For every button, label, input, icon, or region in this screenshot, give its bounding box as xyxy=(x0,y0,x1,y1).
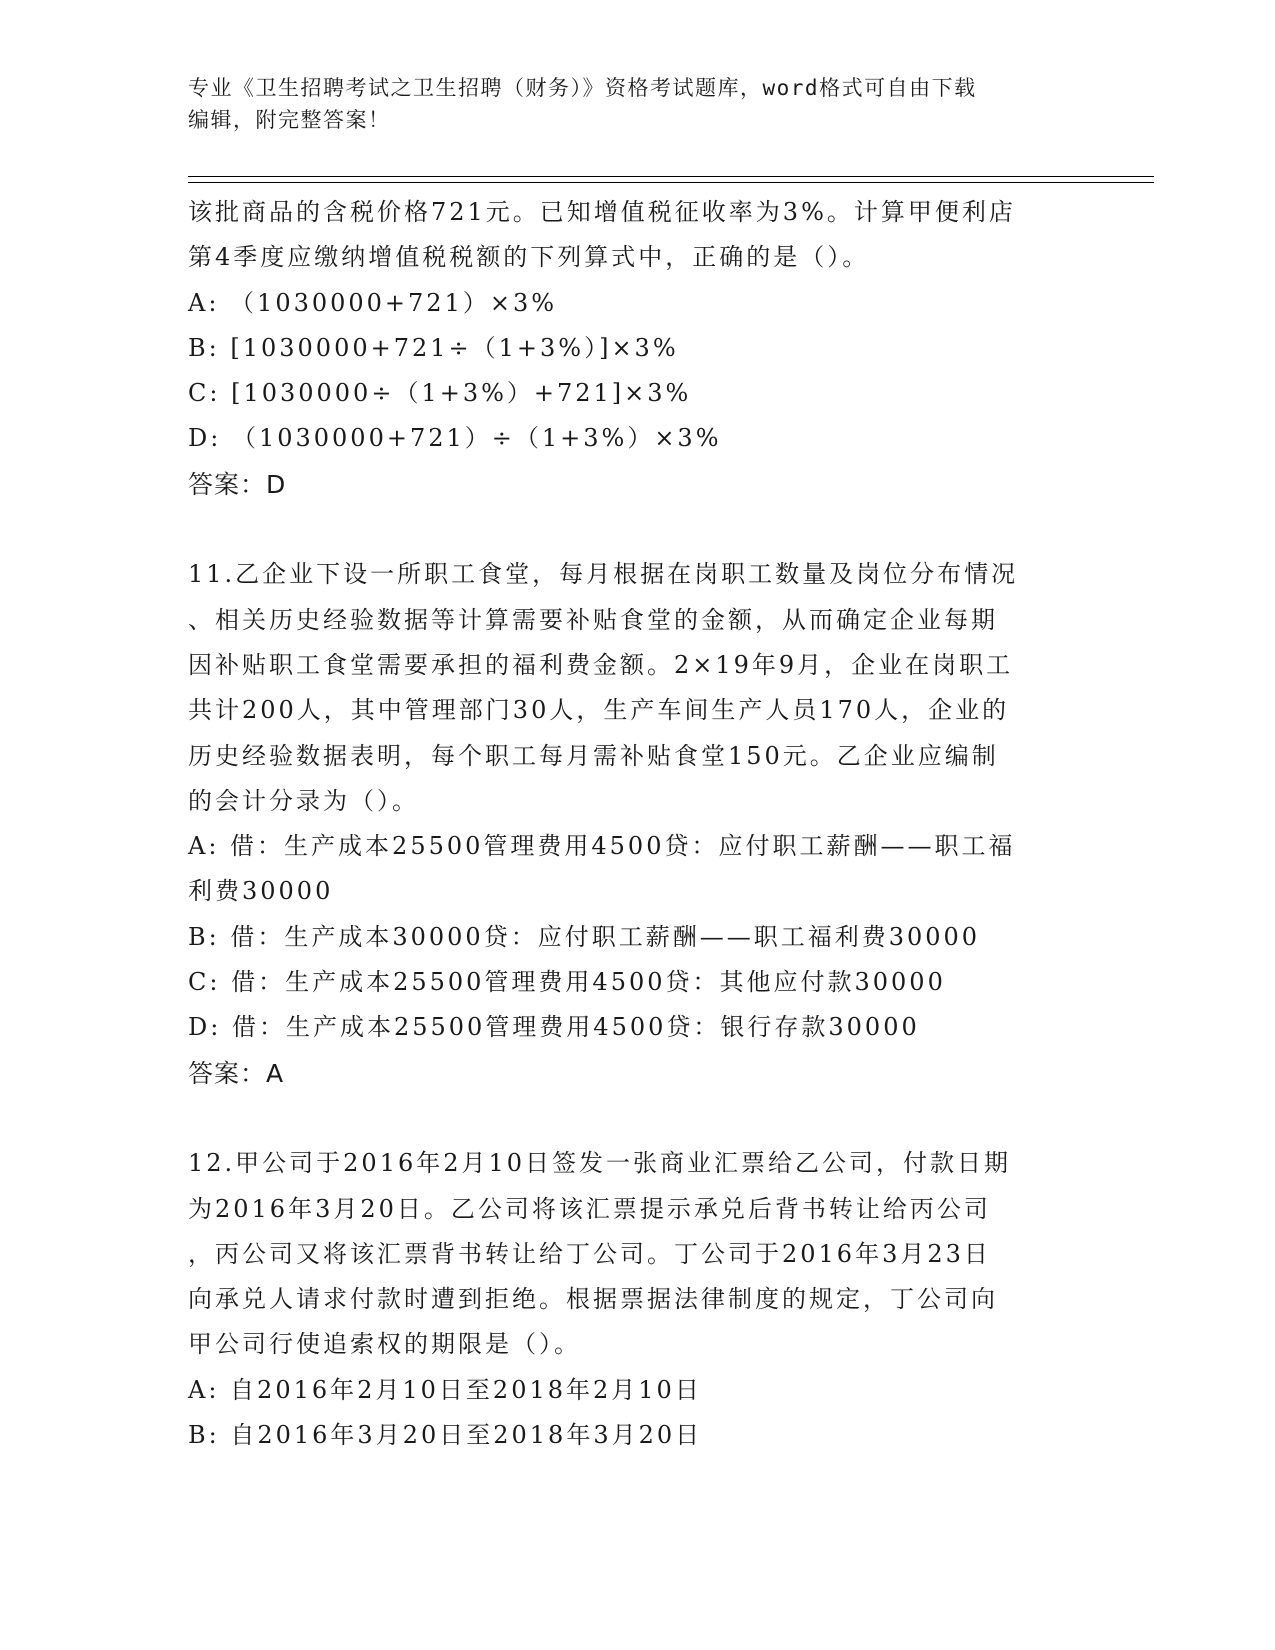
question-text-line: 共计200人，其中管理部门30人，生产车间生产人员170人，企业的 xyxy=(188,696,1010,725)
header-line-1: 专业《卫生招聘考试之卫生招聘（财务）》资格考试题库，word格式可自由下载 xyxy=(188,76,977,100)
question-text-line: 第4季度应缴纳增值税税额的下列算式中，正确的是（）。 xyxy=(188,243,870,272)
option-a: A: 借：生产成本25500管理费用4500贷：应付职工薪酬——职工福 xyxy=(188,832,1016,861)
option-b: B: 借：生产成本30000贷：应付职工薪酬——职工福利费30000 xyxy=(188,922,981,951)
document-body xyxy=(188,190,1088,1458)
header-divider-bottom xyxy=(188,182,1154,183)
question-text-line: 甲公司行使追索权的期限是（）。 xyxy=(188,1330,581,1359)
option-a: A: 自2016年2月10日至2018年2月10日 xyxy=(188,1375,702,1404)
option-d: D: 借：生产成本25500管理费用4500贷：银行存款30000 xyxy=(188,1013,920,1042)
option-d: D: （1030000+721）÷（1+3%）×3% xyxy=(188,424,722,453)
answer-label: 答案：A xyxy=(188,1058,285,1088)
document-header xyxy=(188,72,1068,136)
question-text-line: 历史经验数据表明，每个职工每月需补贴食堂150元。乙企业应编制 xyxy=(188,741,999,770)
header-divider-top xyxy=(188,176,1154,177)
question-text-line: 该批商品的含税价格721元。已知增值税征收率为3%。计算甲便利店 xyxy=(188,198,1016,226)
spacer xyxy=(188,507,1088,552)
option-b: B: 自2016年3月20日至2018年3月20日 xyxy=(188,1421,703,1450)
option-a: A: （1030000+721）×3% xyxy=(188,288,558,317)
question-text-line: 的会计分录为（）。 xyxy=(188,786,419,815)
question-12 xyxy=(188,1141,1088,1458)
option-c: C: [1030000÷（1+3%）+721]×3% xyxy=(188,379,692,408)
question-text-line: 因补贴职工食堂需要承担的福利费金额。2×19年9月，企业在岗职工 xyxy=(188,650,1014,679)
option-c: C: 借：生产成本25500管理费用4500贷：其他应付款30000 xyxy=(188,968,946,997)
answer-label: 答案：D xyxy=(188,469,287,499)
question-11 xyxy=(188,552,1088,1096)
question-10 xyxy=(188,190,1088,507)
option-b: B: [1030000+721÷（1+3%）]×3% xyxy=(188,333,679,362)
header-line-2: 编辑，附完整答案！ xyxy=(188,108,391,132)
question-text-line: 为2016年3月20日。乙公司将该汇票提示承兑后背书转让给丙公司 xyxy=(188,1194,991,1223)
question-text-line: 向承兑人请求付款时遭到拒绝。根据票据法律制度的规定，丁公司向 xyxy=(188,1285,998,1314)
question-text-line: 12.甲公司于2016年2月10日签发一张商业汇票给乙公司，付款日期 xyxy=(188,1149,1012,1178)
question-text-line: ，丙公司又将该汇票背书转让给丁公司。丁公司于2016年3月23日 xyxy=(188,1239,991,1268)
spacer xyxy=(188,1096,1088,1141)
option-a-continued: 利费30000 xyxy=(188,877,334,906)
question-text-line: 11.乙企业下设一所职工食堂，每月根据在岗职工数量及岗位分布情况 xyxy=(188,560,1019,589)
question-text-line: 、相关历史经验数据等计算需要补贴食堂的金额，从而确定企业每期 xyxy=(188,605,998,634)
